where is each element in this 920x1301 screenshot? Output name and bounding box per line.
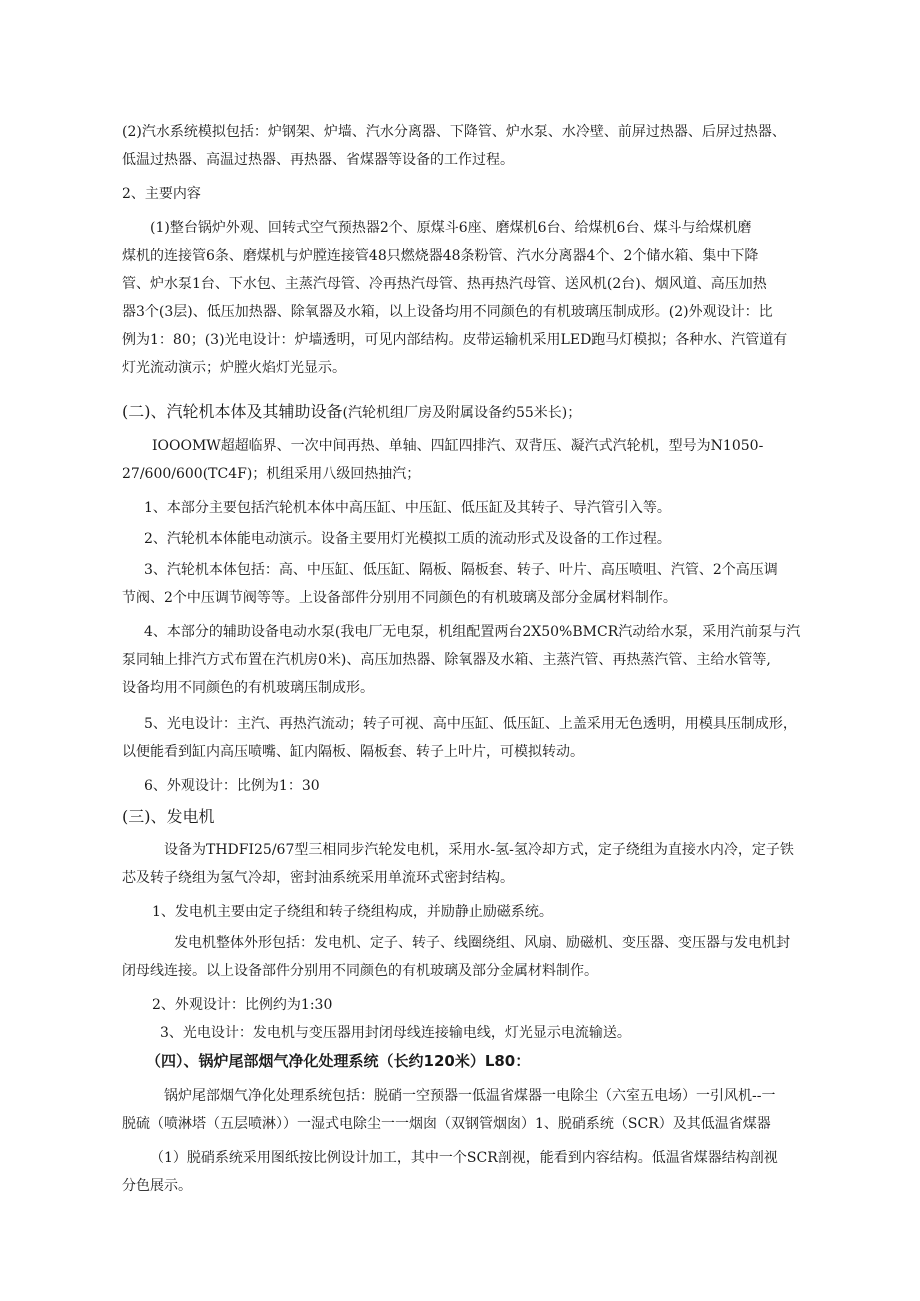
- text-line: 27/600/600(TC4F)；机组采用八级回热抽汽；: [122, 466, 421, 482]
- paragraph-boiler-overview: [122, 214, 812, 382]
- text-line: 2、主要内容: [122, 186, 201, 202]
- heading-flue-gas: [146, 1048, 530, 1074]
- paragraph-turbine-spec: [122, 432, 812, 488]
- text-line: 管、炉水泵1台、下水包、主蒸汽母管、冷再热汽母管、热再热汽母管、送风机(2台)、烟风道、高压加热: [122, 276, 767, 292]
- text-line: 煤机的连接管6条、磨煤机与炉膛连接管48只燃烧器48条粉管、汽水分离器4个、2个储水箱、集中下降: [122, 248, 759, 264]
- paragraph-turbine-item-2: [122, 525, 812, 553]
- text-line: 分色展示。: [122, 1178, 192, 1194]
- paragraph-turbine-item-5: [122, 710, 812, 766]
- text-line: 发电机整体外形包括：发电机、定子、转子、线圈绕组、风扇、励磁机、变压器、变压器与发电机封: [174, 935, 790, 951]
- text-line: 器3个(3层)、低压加热器、除氧器及水箱，以上设备均用不同颜色的有机玻璃压制成形。(2)外观设计：比: [122, 304, 773, 320]
- text-line: 4、本部分的辅助设备电动水泵(我电厂无电泵，机组配置两台2X50%BMCR汽动给水泵，采用汽前泵与汽: [144, 624, 801, 640]
- paragraph-steam-water-system: [122, 118, 812, 174]
- text-line: 2、汽轮机本体能电动演示。设备主要用灯光模拟工质的流动形式及设备的工作过程。: [144, 531, 671, 547]
- paragraph-flue-gas-system: [122, 1082, 812, 1138]
- paragraph-denitration: [122, 1144, 812, 1200]
- text-line: 闭母线连接。以上设备部件分别用不同颜色的有机玻璃及部分金属材料制作。: [122, 963, 598, 979]
- text-line: 1、本部分主要包括汽轮机本体中高压缸、中压缸、低压缸及其转子、导汽管引入等。: [144, 500, 671, 516]
- section-main-content: [122, 180, 812, 208]
- text-line: IOOOMW超超临界、一次中间再热、单轴、四缸四排汽、双背压、凝汽式汽轮机，型号为N1050-: [152, 438, 764, 454]
- text-line: 3、汽轮机本体包括：高、中压缸、低压缸、隔板、隔板套、转子、叶片、高压喷咀、汽管、2个高压调: [144, 562, 778, 578]
- text-line: 低温过热器、高温过热器、再热器、省煤器等设备的工作过程。: [122, 152, 514, 168]
- paragraph-generator-item-1: [122, 898, 812, 926]
- paragraph-turbine-item-6: [122, 772, 812, 800]
- text-line: 脱硫（喷淋塔（五层喷淋））一湿式电除尘一一烟囱（双钢管烟囱）1、脱硝系统（SCR）及其低温省煤器: [122, 1116, 771, 1132]
- heading-generator: [122, 804, 215, 830]
- text-line: 例为1：80；(3)光电设计：炉墙透明，可见内部结构。皮带运输机采用LED跑马灯模拟；各种水、汽管道有: [122, 332, 788, 348]
- text-line: 2、外观设计：比例约为1:30: [152, 997, 333, 1013]
- paragraph-generator-item-3: [122, 1019, 812, 1047]
- paragraph-generator-spec: [122, 836, 812, 892]
- text-line: 1、发电机主要由定子绕组和转子绕组构成，并励静止励磁系统。: [152, 904, 553, 920]
- text-line: 3、光电设计：发电机与变压器用封闭母线连接输电线，灯光显示电流输送。: [160, 1025, 631, 1041]
- text-line: 灯光流动演示；炉膛火焰灯光显示。: [122, 360, 346, 376]
- text-line: (1)整台锅炉外观、回转式空气预热器2个、原煤斗6座、磨煤机6台、给煤机6台、煤斗与给煤机磨: [150, 220, 752, 236]
- paragraph-generator-shape: [122, 929, 812, 985]
- heading-generator-text: (三)、发电机: [122, 807, 215, 826]
- heading-flue-gas-text: （四）、锅炉尾部烟气净化处理系统（长约120米）L80：: [146, 1052, 531, 1070]
- text-line: （1）脱硝系统采用图纸按比例设计加工，其中一个SCR剖视，能看到内容结构。低温省煤器结构剖视: [150, 1150, 778, 1166]
- text-line: 泵同轴上排汽方式布置在汽机房0米)、高压加热器、除氧器及水箱、主蒸汽管、再热蒸汽管、主给水管等,: [122, 652, 771, 668]
- paragraph-generator-item-2: [122, 991, 812, 1019]
- text-line: 6、外观设计：比例为1：30: [144, 778, 320, 794]
- text-line: 芯及转子绕组为氢气冷却，密封油系统采用单流环式密封结构。: [122, 870, 514, 886]
- paragraph-turbine-item-4: [122, 618, 812, 702]
- text-line: 锅炉尾部烟气净化处理系统包括：脱硝一空预器一低温省煤器一电除尘（六室五电场）一引风机--一: [164, 1088, 776, 1104]
- heading-turbine-sub: (汽轮机组厂房及附属设备约55米长)；: [342, 405, 582, 421]
- paragraph-turbine-item-1: [122, 494, 812, 522]
- text-line: 节阀、2个中压调节阀等等。上设备部件分别用不同颜色的有机玻璃及部分金属材料制作。: [122, 590, 677, 606]
- text-line: 设备为THDFI25/67型三相同步汽轮发电机，采用水-氢-氢冷却方式，定子绕组为直接水内冷，定子铁: [164, 842, 794, 858]
- heading-turbine-main: (二)、汽轮机本体及其辅助设备: [122, 402, 343, 421]
- text-line: 设备均用不同颜色的有机玻璃压制成形。: [122, 680, 374, 696]
- text-line: (2)汽水系统模拟包括：炉钢架、炉墙、汽水分离器、下降管、炉水泵、水冷壁、前屏过热器、后屏过热器、: [122, 124, 786, 140]
- paragraph-turbine-item-3: [122, 556, 812, 612]
- heading-turbine: [122, 399, 581, 426]
- text-line: 以便能看到缸内高压喷嘴、缸内隔板、隔板套、转子上叶片，可模拟转动。: [122, 744, 584, 760]
- text-line: 5、光电设计：主汽、再热汽流动；转子可视、高中压缸、低压缸、上盖采用无色透明，用模具压制成形，: [144, 716, 797, 732]
